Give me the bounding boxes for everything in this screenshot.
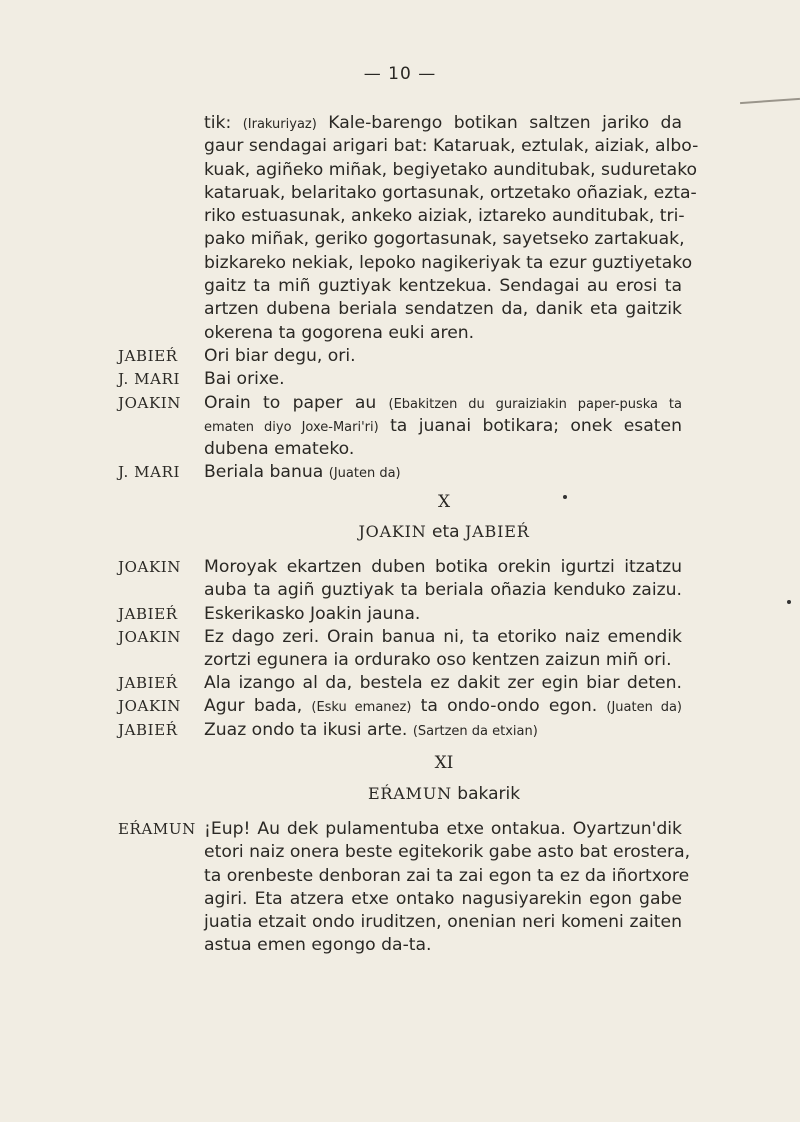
line-text xyxy=(204,275,682,298)
scene-xi-title xyxy=(204,784,684,804)
line-text xyxy=(204,135,699,158)
text-line xyxy=(0,159,800,182)
spoken-text: ta ondo-ondo egon. xyxy=(411,696,607,717)
line-text xyxy=(204,252,693,275)
text-line xyxy=(0,345,800,368)
spoken-text: dubena emateko. xyxy=(204,439,355,460)
spoken-text: artzen dubena beriala sendatzen da, danik eta gaitzik xyxy=(204,299,682,320)
spoken-text: Bai orixe. xyxy=(204,369,285,390)
speaker-name: JOAKIN xyxy=(118,393,181,412)
spoken-text: Zuaz ondo ta ikusi arte. xyxy=(204,719,413,740)
text-line xyxy=(0,719,800,742)
spoken-text: tik: xyxy=(204,113,243,133)
spoken-text: Moroyak ekartzen duben botika orekin igurtzi itzatzu xyxy=(204,557,682,577)
text-line xyxy=(0,818,800,841)
scene-title-character: JOAKIN xyxy=(358,522,427,541)
text-line xyxy=(0,205,800,228)
line-text xyxy=(204,865,690,888)
text-line xyxy=(0,865,800,888)
text-line xyxy=(0,392,800,415)
speaker-name: EŔAMUN xyxy=(118,820,196,838)
text-line xyxy=(0,322,800,345)
stage-direction: ematen diyo Joxe-Mari'ri) xyxy=(204,419,379,435)
spoken-text: bizkareko nekiak, lepoko nagikeriyak ta ezur guztiyetako xyxy=(204,252,693,273)
line-text xyxy=(204,579,682,602)
line-text xyxy=(204,888,682,911)
line-text xyxy=(204,603,682,626)
text-line xyxy=(0,112,800,135)
speaker-name: JABIEŔ xyxy=(118,604,178,623)
text-line xyxy=(0,252,800,275)
text-line xyxy=(0,934,800,957)
spoken-text: kataruak, belaritako gortasunak, ortzetako oñaziak, ezta- xyxy=(204,182,697,203)
spoken-text: Ori biar degu, ori. xyxy=(204,345,356,366)
line-text xyxy=(204,438,682,461)
text-line xyxy=(0,626,800,649)
text-line xyxy=(0,695,800,718)
dialogue-block-2 xyxy=(0,556,800,672)
pencil-mark xyxy=(740,98,800,104)
scene-title-connector: eta xyxy=(426,522,465,542)
spoken-text: okerena ta gogorena euki aren. xyxy=(204,322,475,343)
text-line xyxy=(0,135,800,158)
text-line xyxy=(0,579,800,602)
spoken-text: agiri. Eta atzera etxe ontako nagusiyarekin egon gabe xyxy=(204,888,682,909)
line-text xyxy=(204,112,682,136)
text-line xyxy=(0,228,800,251)
line-text xyxy=(204,415,682,439)
text-line xyxy=(0,438,800,461)
stage-direction: (Sartzen da etxian) xyxy=(412,723,538,739)
speaker-name: JABIEŔ xyxy=(118,720,178,739)
line-text xyxy=(204,322,682,345)
line-text xyxy=(204,695,682,719)
line-text xyxy=(204,205,685,228)
speaker-name: JABIEŔ xyxy=(118,674,178,692)
line-text xyxy=(204,934,682,957)
line-text xyxy=(204,228,685,251)
text-line xyxy=(0,911,800,934)
spoken-text: Agur bada, xyxy=(204,696,312,717)
text-line xyxy=(0,182,800,205)
speaker-name: J. MARI xyxy=(118,370,180,389)
text-line xyxy=(0,556,800,579)
scene-title-connector: bakarik xyxy=(451,784,521,804)
spoken-text: Eskerikasko Joakin jauna. xyxy=(204,603,421,624)
page-number: — 10 — xyxy=(363,64,437,84)
text-line xyxy=(0,672,800,695)
ink-speck xyxy=(563,495,567,499)
line-text xyxy=(204,182,697,205)
spoken-text: Kale-barengo botikan saltzen jariko da xyxy=(316,113,682,133)
dialogue-block-1 xyxy=(0,112,800,485)
line-text xyxy=(204,911,682,934)
spoken-text: Beriala banua xyxy=(204,462,329,483)
line-text xyxy=(204,159,698,182)
spoken-text: Ala izango al da, bestela ez dakit zer egin biar deten. xyxy=(204,673,682,693)
spoken-text: kuak, agiñeko miñak, begiyetako aunditubak, suduretako xyxy=(204,159,698,180)
scene-title-character: EŔAMUN xyxy=(367,784,452,803)
line-text xyxy=(204,556,682,579)
spoken-text: ¡Eup! Au dek pulamentuba etxe ontakua. Oyartzun'dik xyxy=(204,819,682,839)
text-line xyxy=(0,415,800,438)
line-text xyxy=(204,461,682,485)
dialogue-block-3 xyxy=(0,672,800,742)
scene-title-character: JABIEŔ xyxy=(464,522,530,541)
stage-direction: (Juaten da) xyxy=(328,466,401,482)
speaker-name: JOAKIN xyxy=(118,627,181,646)
speaker-name: JOAKIN xyxy=(118,697,181,716)
spoken-text: pako miñak, geriko gogortasunak, sayetseko zartakuak, xyxy=(204,229,685,250)
scene-numeral-x: X xyxy=(437,492,451,512)
spoken-text: ta orenbeste denboran zai ta zai egon ta ez da iñortxore xyxy=(204,865,690,886)
line-text xyxy=(204,392,682,416)
text-line xyxy=(0,368,800,391)
text-line xyxy=(0,603,800,626)
line-text xyxy=(204,368,682,391)
line-text xyxy=(204,626,682,649)
line-text xyxy=(204,649,682,672)
spoken-text: Orain to paper au xyxy=(204,392,389,413)
dialogue-block-4 xyxy=(0,818,800,958)
spoken-text: riko estuasunak, ankeko aiziak, iztareko aunditubak, tri- xyxy=(204,206,685,227)
speaker-name: JABIEŔ xyxy=(118,346,178,365)
line-text xyxy=(204,298,682,321)
line-text xyxy=(204,818,682,841)
text-line xyxy=(0,888,800,911)
spoken-text: etori naiz onera beste egitekorik gabe asto bat erostera, xyxy=(204,842,691,863)
spoken-text: zortzi egunera ia ordurako oso kentzen zaizun miñ ori. xyxy=(204,650,672,671)
text-line xyxy=(0,461,800,484)
text-line xyxy=(0,298,800,321)
spoken-text: Ez dago zeri. Orain banua ni, ta etoriko naiz emendik xyxy=(204,626,682,647)
stage-direction: (Ebakitzen du guraiziakin paper-puska ta xyxy=(388,396,682,412)
speaker-name: JOAKIN xyxy=(118,558,181,576)
spoken-text: gaur sendagai arigari bat: Kataruak, eztulak, aiziak, albo- xyxy=(204,136,699,157)
stage-direction: (Juaten da) xyxy=(606,700,682,716)
scene-x-title xyxy=(204,522,684,542)
text-line xyxy=(0,275,800,298)
stage-direction: (Irakuriyaz) xyxy=(242,117,317,132)
spoken-text: juatia etzait ondo iruditzen, onenian neri komeni zaiten xyxy=(204,912,682,933)
line-text xyxy=(204,841,691,864)
spoken-text: astua emen egongo da-ta. xyxy=(204,935,432,956)
ink-speck xyxy=(787,600,791,604)
line-text xyxy=(204,719,682,743)
spoken-text: auba ta agiñ guztiyak ta beriala oñazia kenduko zaizu. xyxy=(204,580,682,601)
text-line xyxy=(0,649,800,672)
spoken-text: gaitz ta miñ guztiyak kentzekua. Sendagai au erosi ta xyxy=(204,276,682,297)
line-text xyxy=(204,345,682,368)
stage-direction: (Esku emanez) xyxy=(311,700,412,716)
scene-numeral-xi: XI xyxy=(434,753,454,773)
speaker-name: J. MARI xyxy=(118,463,180,482)
text-line xyxy=(0,841,800,864)
line-text xyxy=(204,672,682,695)
spoken-text: ta juanai botikara; onek esaten xyxy=(378,415,682,436)
